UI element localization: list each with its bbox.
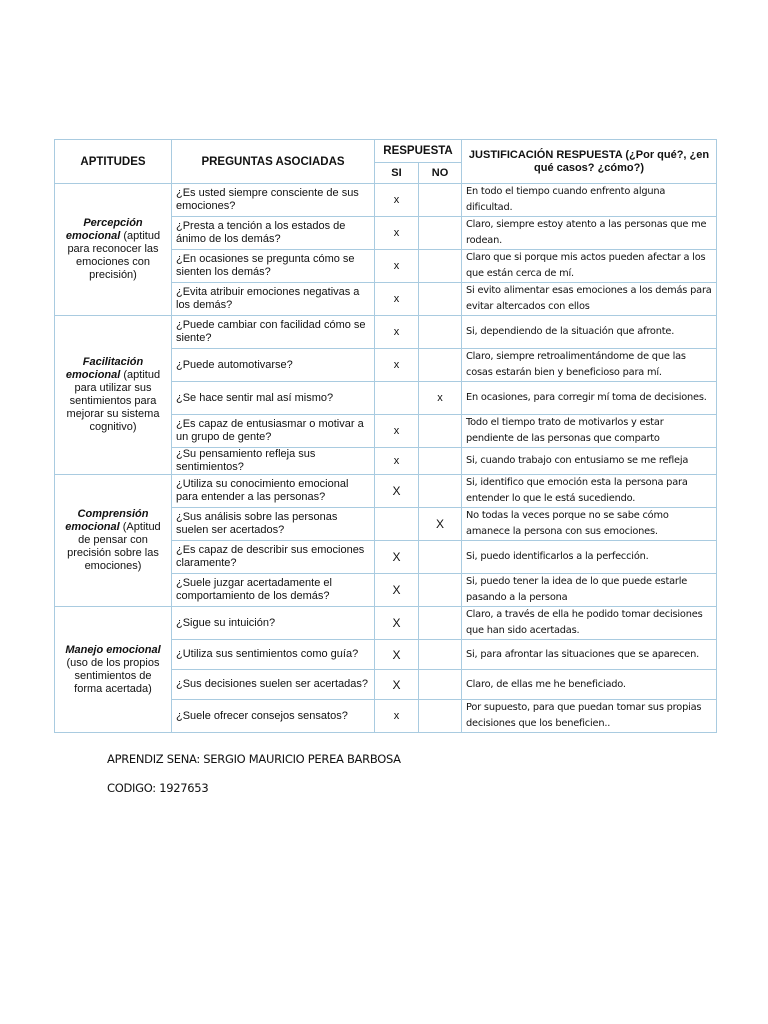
answer-yes-cell: x — [375, 283, 419, 316]
student-code: CODIGO: 1927653 — [107, 781, 209, 795]
justification-cell: Si evito alimentar esas emociones a los demás para evitar altercados con ellos — [462, 283, 717, 316]
question-cell: ¿Su pensamiento refleja sus sentimientos? — [172, 448, 375, 475]
justification-cell: En ocasiones, para corregir mí toma de decisiones. — [462, 382, 717, 415]
answer-yes-cell: X — [375, 670, 419, 700]
answer-yes-cell: X — [375, 640, 419, 670]
justification-cell: En todo el tiempo cuando enfrento alguna dificultad. — [462, 184, 717, 217]
answer-no-cell — [419, 541, 462, 574]
answer-no-cell — [419, 415, 462, 448]
header-yes: SI — [375, 163, 419, 184]
answer-no-cell — [419, 700, 462, 733]
aptitude-name: Comprensión emocional — [65, 508, 149, 533]
aptitude-cell — [55, 607, 172, 733]
question-cell: ¿Sus decisiones suelen ser acertadas? — [172, 670, 375, 700]
justification-cell: Claro, siempre retroalimentándome de que las cosas estarán bien y beneficioso para mí. — [462, 349, 717, 382]
table-row — [55, 607, 717, 640]
answer-no-cell — [419, 475, 462, 508]
justification-cell: Todo el tiempo trato de motivarlos y estar pendiente de las personas que comparto — [462, 415, 717, 448]
question-cell: ¿Sus análisis sobre las personas suelen ser acertados? — [172, 508, 375, 541]
header-response: RESPUESTA — [375, 140, 462, 163]
answer-no-cell: X — [419, 508, 462, 541]
table-row — [55, 184, 717, 217]
question-cell: ¿Sigue su intuición? — [172, 607, 375, 640]
aptitude-description: (Aptitud de pensar con precisión sobre las emociones) — [67, 521, 161, 572]
justification-cell: Claro, siempre estoy atento a las personas que me rodean. — [462, 217, 717, 250]
justification-cell: Por supuesto, para que puedan tomar sus propias decisiones que los beneficien.. — [462, 700, 717, 733]
question-cell: ¿Suele juzgar acertadamente el comportamiento de los demás? — [172, 574, 375, 607]
question-cell: ¿Utiliza sus sentimientos como guía? — [172, 640, 375, 670]
table-body — [55, 184, 717, 733]
header-justification: JUSTIFICACIÓN RESPUESTA (¿Por qué?, ¿en qué casos? ¿cómo?) — [462, 140, 717, 184]
justification-cell: Claro, a través de ella he podido tomar decisiones que han sido acertadas. — [462, 607, 717, 640]
justification-cell: Claro que si porque mis actos pueden afectar a los que están cerca de mí. — [462, 250, 717, 283]
answer-no-cell — [419, 283, 462, 316]
answer-no-cell — [419, 184, 462, 217]
question-cell: ¿En ocasiones se pregunta cómo se sienten los demás? — [172, 250, 375, 283]
header-aptitudes: APTITUDES — [55, 140, 172, 184]
question-cell: ¿Evita atribuir emociones negativas a los demás? — [172, 283, 375, 316]
answer-no-cell — [419, 607, 462, 640]
justification-cell: Si, para afrontar las situaciones que se aparecen. — [462, 640, 717, 670]
answer-no-cell — [419, 574, 462, 607]
question-cell: ¿Puede automotivarse? — [172, 349, 375, 382]
question-cell: ¿Puede cambiar con facilidad cómo se siente? — [172, 316, 375, 349]
header-no: NO — [419, 163, 462, 184]
answer-yes-cell: X — [375, 475, 419, 508]
question-cell: ¿Utiliza su conocimiento emocional para entender a las personas? — [172, 475, 375, 508]
answer-no-cell — [419, 448, 462, 475]
aptitude-name: Facilitación emocional — [65, 356, 144, 381]
aptitude-name: Percepción emocional — [65, 217, 143, 242]
aptitudes-table — [54, 139, 717, 733]
question-cell: ¿Suele ofrecer consejos sensatos? — [172, 700, 375, 733]
answer-no-cell — [419, 250, 462, 283]
justification-cell: Si, puedo identificarlos a la perfección. — [462, 541, 717, 574]
justification-cell: Si, dependiendo de la situación que afronte. — [462, 316, 717, 349]
aptitude-cell — [55, 475, 172, 607]
answer-no-cell — [419, 670, 462, 700]
answer-yes-cell: X — [375, 541, 419, 574]
answer-yes-cell: x — [375, 700, 419, 733]
answer-yes-cell: x — [375, 349, 419, 382]
answer-yes-cell: x — [375, 415, 419, 448]
question-cell: ¿Presta a tención a los estados de ánimo de los demás? — [172, 217, 375, 250]
aptitude-cell — [55, 184, 172, 316]
justification-cell: Claro, de ellas me he beneficiado. — [462, 670, 717, 700]
aptitude-description: (uso de los propios sentimientos de forma acertada) — [66, 656, 160, 695]
aptitude-name: Manejo emocional — [65, 643, 161, 656]
question-cell: ¿Es capaz de entusiasmar o motivar a un grupo de gente? — [172, 415, 375, 448]
table-row — [55, 475, 717, 508]
answer-no-cell: x — [419, 382, 462, 415]
answer-yes-cell: x — [375, 250, 419, 283]
answer-yes-cell: X — [375, 574, 419, 607]
answer-no-cell — [419, 217, 462, 250]
aptitude-description: (aptitud para reconocer las emociones con precisión) — [67, 230, 161, 281]
question-cell: ¿Es capaz de describir sus emociones claramente? — [172, 541, 375, 574]
justification-cell: Si, cuando trabajo con entusiamo se me refleja — [462, 448, 717, 475]
answer-yes-cell — [375, 382, 419, 415]
justification-cell: No todas la veces porque no se sabe cómo amanece la persona con sus emociones. — [462, 508, 717, 541]
justification-cell: Si, puedo tener la idea de lo que puede estarle pasando a la persona — [462, 574, 717, 607]
question-cell: ¿Es usted siempre consciente de sus emociones? — [172, 184, 375, 217]
answer-yes-cell: x — [375, 184, 419, 217]
answer-yes-cell: x — [375, 316, 419, 349]
question-cell: ¿Se hace sentir mal así mismo? — [172, 382, 375, 415]
answer-no-cell — [419, 316, 462, 349]
answer-yes-cell: x — [375, 448, 419, 475]
answer-yes-cell: x — [375, 217, 419, 250]
answer-yes-cell: X — [375, 607, 419, 640]
student-name: APRENDIZ SENA: SERGIO MAURICIO PEREA BARBOSA — [107, 752, 401, 766]
header-questions: PREGUNTAS ASOCIADAS — [172, 140, 375, 184]
justification-cell: Si, identifico que emoción esta la persona para entender lo que le está sucediendo. — [462, 475, 717, 508]
answer-yes-cell — [375, 508, 419, 541]
aptitude-cell — [55, 316, 172, 475]
answer-no-cell — [419, 349, 462, 382]
table-row — [55, 316, 717, 349]
aptitude-description: (aptitud para utilizar sus sentimientos para mejorar su sistema cognitivo) — [66, 369, 161, 433]
answer-no-cell — [419, 640, 462, 670]
